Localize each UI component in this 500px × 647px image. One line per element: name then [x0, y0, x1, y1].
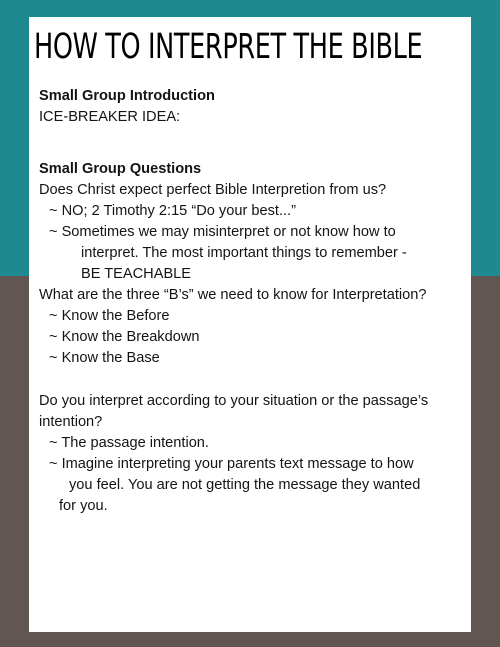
- question-1-answer-2-line-2: interpret. The most important things to remember -: [81, 245, 407, 261]
- section-spacer: [39, 369, 467, 391]
- question-1: Does Christ expect perfect Bible Interpretion from us?: [39, 182, 387, 198]
- question-3-line-2: intention?: [39, 414, 103, 430]
- question-1-answer-2-line-3: BE TEACHABLE: [81, 266, 192, 282]
- question-3-answer-2-line-1: ~ Imagine interpreting your parents text message to how: [49, 456, 414, 472]
- question-3-answer-1: ~ The passage intention.: [49, 435, 209, 451]
- question-2: What are the three “B’s” we need to know for Interpretation?: [39, 287, 427, 303]
- question-1-answer-1: ~ NO; 2 Timothy 2:15 “Do your best...”: [49, 203, 296, 219]
- question-2-answer-2: ~ Know the Breakdown: [49, 329, 200, 345]
- icebreaker-line: ICE-BREAKER IDEA:: [39, 109, 181, 125]
- worksheet-content: [39, 86, 467, 517]
- worksheet-card: [29, 17, 471, 632]
- question-1-answer-2-line-1: ~ Sometimes we may misinterpret or not know how to: [49, 224, 396, 240]
- question-3-answer-2-line-3: for you.: [59, 498, 108, 514]
- question-3-answer-2-line-2: you feel. You are not getting the message they wanted: [69, 477, 421, 493]
- question-2-answer-1: ~ Know the Before: [49, 308, 170, 324]
- questions-heading: Small Group Questions: [39, 161, 202, 177]
- question-2-answer-3: ~ Know the Base: [49, 350, 160, 366]
- question-3-line-1: Do you interpret according to your situation or the passage’s: [39, 393, 429, 409]
- intro-heading: Small Group Introduction: [39, 88, 215, 104]
- section-spacer: [39, 128, 467, 159]
- page-title: HOW TO INTERPRET THE BIBLE: [34, 27, 423, 67]
